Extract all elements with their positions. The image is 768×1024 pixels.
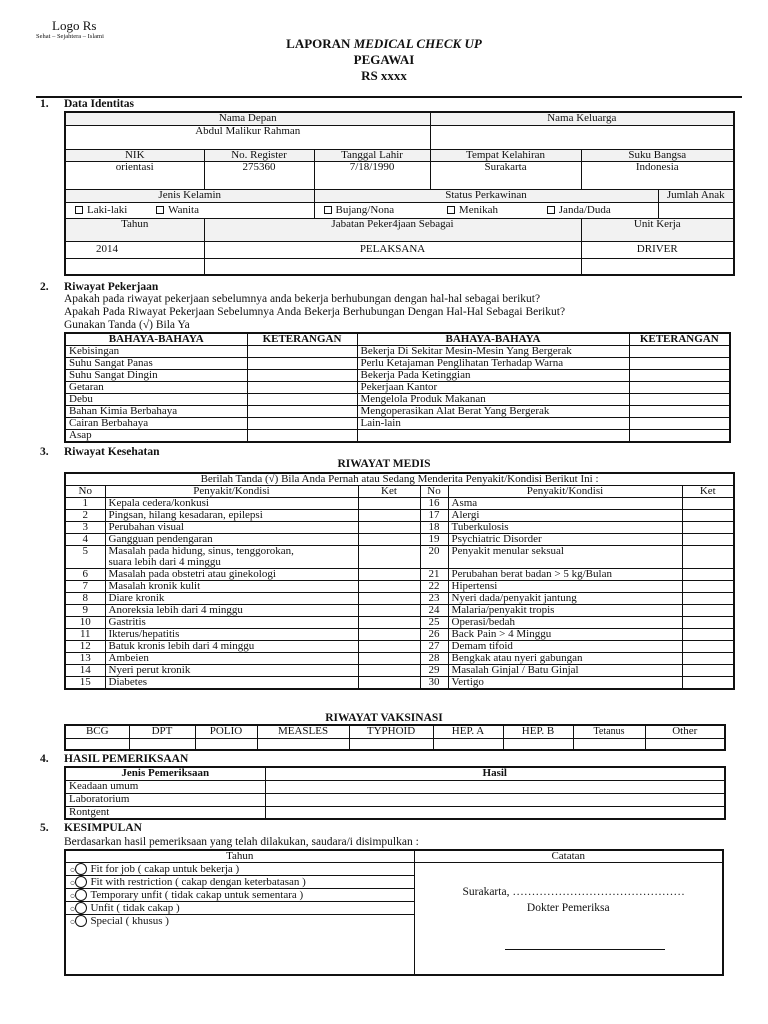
radio-icon[interactable] (75, 902, 87, 914)
children-count-label: Jumlah Anak (658, 189, 734, 202)
hazard-left-note[interactable] (247, 370, 357, 382)
condition-ket-left[interactable] (358, 617, 420, 629)
notes-header-right: KETERANGAN (629, 333, 730, 346)
condition-name-left: Masalah pada obstetri atau ginekologi (105, 569, 358, 581)
condition-row (65, 677, 734, 690)
hospital-name: RS xxxx (361, 68, 407, 83)
children-count-value[interactable] (658, 202, 734, 218)
birthdate-label: Tanggal Lahir (314, 149, 430, 161)
condition-name-left: Ambeien (105, 653, 358, 665)
hazard-left: Suhu Sangat Panas (65, 358, 247, 370)
medical-history-table (64, 472, 735, 690)
birthplace-label: Tempat Kelahiran (430, 149, 581, 161)
ethnicity-label: Suku Bangsa (581, 149, 734, 161)
hazard-left-note[interactable] (247, 418, 357, 430)
work-unit-label: Unit Kerja (581, 218, 734, 241)
hazard-row (65, 394, 730, 406)
condition-ket-right[interactable] (682, 498, 734, 510)
work-unit-extra (581, 258, 734, 275)
hazard-right-note[interactable] (629, 382, 730, 394)
vaccination-table (64, 724, 726, 751)
work-question-1: Apakah pada riwayat pekerjaan sebelumnya anda bekerja berhubungan dengan hal-hal sebagai berikut? (64, 293, 541, 305)
exam-type: Laboratorium (65, 793, 265, 806)
marital-widowed-checkbox[interactable] (547, 206, 555, 214)
hazard-left-note[interactable] (247, 394, 357, 406)
col-ket-left: Ket (358, 486, 420, 498)
hazard-left: Debu (65, 394, 247, 406)
condition-name-right: Tuberkulosis (448, 522, 682, 534)
vaccination-title: RIWAYAT VAKSINASI (325, 712, 443, 724)
hazard-row (65, 418, 730, 430)
condition-name-left: Anoreksia lebih dari 4 minggu (105, 605, 358, 617)
condition-ket-right[interactable] (682, 641, 734, 653)
vaccine-value[interactable] (195, 738, 257, 750)
gender-male-checkbox[interactable] (75, 206, 83, 214)
condition-row (65, 605, 734, 617)
conclusion-option[interactable]: ○ Unfit ( tidak cakap ) (66, 902, 414, 915)
hazard-right-note[interactable] (629, 406, 730, 418)
condition-ket-right[interactable] (682, 677, 734, 690)
conclusion-notes-header: Catatan (414, 850, 723, 863)
hazard-row (65, 382, 730, 394)
condition-row (65, 629, 734, 641)
conclusion-year-header: Tahun (65, 850, 414, 863)
hazard-left-note[interactable] (247, 406, 357, 418)
condition-ket-left[interactable] (358, 605, 420, 617)
hazard-left-note[interactable] (247, 346, 357, 358)
ethnicity-value: Indonesia (581, 161, 734, 189)
hazard-right: Mengelola Produk Makanan (357, 394, 629, 406)
condition-no-right: 19 (420, 534, 448, 546)
marital-options: Bujang/Nona Menikah Janda/Duda (314, 202, 658, 218)
col-no-right: No (420, 486, 448, 498)
vaccine-bcg: BCG (65, 725, 129, 738)
hazard-right: Pekerjaan Kantor (357, 382, 629, 394)
condition-ket-right[interactable] (682, 665, 734, 677)
condition-name-left: Diare kronik (105, 593, 358, 605)
condition-no-right: 30 (420, 677, 448, 690)
condition-row (65, 522, 734, 534)
exam-type-header: Jenis Pemeriksaan (65, 767, 265, 780)
condition-name-right: Malaria/penyakit tropis (448, 605, 682, 617)
condition-name-left: Ikterus/hepatitis (105, 629, 358, 641)
condition-ket-left[interactable] (358, 498, 420, 510)
conclusion-option[interactable]: ○ Fit with restriction ( cakap dengan keterbatasan ) (66, 876, 414, 889)
condition-no-left: 12 (65, 641, 105, 653)
condition-name-left: Masalah kronik kulit (105, 581, 358, 593)
condition-name-left: Kepala cedera/konkusi (105, 498, 358, 510)
conclusion-option[interactable]: ○ Special ( khusus ) (70, 915, 169, 927)
first-name-value: Abdul Malikur Rahman (65, 125, 430, 149)
condition-no-right: 18 (420, 522, 448, 534)
condition-no-right: 27 (420, 641, 448, 653)
condition-ket-left[interactable] (358, 629, 420, 641)
condition-name-right: Vertigo (448, 677, 682, 690)
birthplace-value: Surakarta (430, 161, 581, 189)
hazard-right-note[interactable] (629, 394, 730, 406)
condition-name-right: Psychiatric Disorder (448, 534, 682, 546)
condition-ket-left[interactable] (358, 677, 420, 690)
hazard-left-note[interactable] (247, 430, 357, 443)
gender-female-checkbox[interactable] (156, 206, 164, 214)
report-title: LAPORAN MEDICAL CHECK UP (286, 36, 482, 51)
hazard-left: Bahan Kimia Berbahaya (65, 406, 247, 418)
work-question-2: Apakah Pada Riwayat Pekerjaan Sebelumnya Anda Bekerja Berhubungan Dengan Hal-Hal Sebagai Berikut? (64, 306, 566, 318)
option-prefix: ○ (70, 890, 76, 901)
condition-no-right: 23 (420, 593, 448, 605)
conclusion-option[interactable]: ○ Fit for job ( cakap untuk bekerja ) (66, 863, 414, 876)
year-extra (65, 258, 204, 275)
condition-name-left: Batuk kronis lebih dari 4 minggu (105, 641, 358, 653)
hazard-left: Cairan Berbahaya (65, 418, 247, 430)
condition-ket-right[interactable] (682, 653, 734, 665)
conclusion-intro: Berdasarkan hasil pemeriksaan yang telah dilakukan, saudara/i disimpulkan : (64, 836, 419, 848)
condition-name-right: Masalah Ginjal / Batu Ginjal (448, 665, 682, 677)
condition-ket-right[interactable] (682, 605, 734, 617)
option-prefix: ○ (70, 903, 76, 914)
hazard-right: Bekerja Di Sekitar Mesin-Mesin Yang Bergerak (357, 346, 629, 358)
col-condition-left: Penyakit/Kondisi (105, 486, 358, 498)
condition-ket-right[interactable] (682, 629, 734, 641)
condition-ket-left[interactable] (358, 510, 420, 522)
exam-row (65, 793, 725, 806)
condition-row (65, 569, 734, 581)
condition-no-right: 29 (420, 665, 448, 677)
hazard-row (65, 346, 730, 358)
vaccine-hep-a: HEP. A (433, 725, 503, 738)
condition-row (65, 641, 734, 653)
condition-row (65, 546, 734, 569)
family-name-label: Nama Keluarga (430, 112, 734, 125)
condition-name-right: Operasi/bedah (448, 617, 682, 629)
hazards-header-left: BAHAYA-BAHAYA (65, 333, 247, 346)
hazard-right: Perlu Ketajaman Penglihatan Terhadap Warna (357, 358, 629, 370)
birthdate-value: 7/18/1990 (314, 161, 430, 189)
vaccine-dpt: DPT (129, 725, 195, 738)
work-instruction: Gunakan Tanda (√) Bila Ya (64, 319, 190, 331)
option-prefix: ○ (70, 864, 76, 875)
radio-icon[interactable] (75, 863, 87, 875)
condition-ket-left[interactable] (358, 665, 420, 677)
condition-row (65, 581, 734, 593)
vaccine-value[interactable] (573, 738, 645, 750)
exam-result[interactable] (265, 806, 725, 819)
condition-name-right: Penyakit menular seksual (448, 546, 682, 569)
conclusion-option[interactable]: ○ Temporary unfit ( tidak cakap untuk sementara ) (66, 889, 414, 902)
condition-row (65, 593, 734, 605)
condition-name-right: Bengkak atau nyeri gabungan (448, 653, 682, 665)
condition-no-left: 4 (65, 534, 105, 546)
condition-no-right: 24 (420, 605, 448, 617)
examining-doctor-label: Dokter Pemeriksa (526, 902, 610, 914)
condition-ket-left[interactable] (358, 569, 420, 581)
gender-label: Jenis Kelamin (65, 189, 314, 202)
condition-ket-left[interactable] (358, 522, 420, 534)
condition-ket-right[interactable] (682, 581, 734, 593)
hazards-table (64, 332, 731, 443)
condition-ket-left[interactable] (358, 641, 420, 653)
condition-no-right: 16 (420, 498, 448, 510)
hazard-right: Mengoperasikan Alat Berat Yang Bergerak (357, 406, 629, 418)
nik-label: NIK (65, 149, 204, 161)
hazard-right: Bekerja Pada Ketinggian (357, 370, 629, 382)
hazard-right: Lain-lain (357, 418, 629, 430)
condition-ket-right[interactable] (682, 593, 734, 605)
condition-row (65, 498, 734, 510)
hazard-left-note[interactable] (247, 382, 357, 394)
condition-ket-right[interactable] (682, 617, 734, 629)
vaccine-tetanus: Tetanus (573, 725, 645, 738)
marital-single-checkbox[interactable] (324, 206, 332, 214)
report-subtitle: PEGAWAI (353, 52, 415, 67)
condition-row (65, 510, 734, 522)
position-extra (204, 258, 581, 275)
condition-no-right: 17 (420, 510, 448, 522)
condition-name-left: Nyeri perut kronik (105, 665, 358, 677)
medical-instruction: Berilah Tanda (√) Bila Anda Pernah atau Sedang Menderita Penyakit/Kondisi Berikut Ini : (65, 473, 734, 486)
nik-value: orientasi (65, 161, 204, 189)
work-unit-value: DRIVER (581, 241, 734, 258)
condition-no-left: 9 (65, 605, 105, 617)
logo-motto: Sehat – Sejahtera – Islami (36, 33, 104, 40)
marital-married-checkbox[interactable] (447, 206, 455, 214)
condition-name-left: Gastritis (105, 617, 358, 629)
exam-result-header: Hasil (265, 767, 725, 780)
condition-no-left: 13 (65, 653, 105, 665)
signature-line[interactable] (505, 949, 665, 950)
hazard-left: Kebisingan (65, 346, 247, 358)
exam-type: Rontgent (65, 806, 265, 819)
condition-name-right: Alergi (448, 510, 682, 522)
register-label: No. Register (204, 149, 314, 161)
radio-icon[interactable] (75, 915, 87, 927)
condition-no-right: 25 (420, 617, 448, 629)
condition-ket-right[interactable] (682, 546, 734, 569)
condition-row (65, 665, 734, 677)
position-label: Jabatan Peker4jaan Sebagai (204, 218, 581, 241)
header-divider (36, 96, 742, 98)
col-ket-right: Ket (682, 486, 734, 498)
condition-row (65, 534, 734, 546)
hazard-right (357, 430, 629, 443)
condition-ket-left[interactable] (358, 534, 420, 546)
vaccine-value[interactable] (433, 738, 503, 750)
col-condition-right: Penyakit/Kondisi (448, 486, 682, 498)
condition-name-left: Diabetes (105, 677, 358, 690)
conclusion-table (64, 849, 724, 976)
condition-name-right: Hipertensi (448, 581, 682, 593)
condition-name-left: Pingsan, hilang kesadaran, epilepsi (105, 510, 358, 522)
condition-ket-left[interactable] (358, 653, 420, 665)
hazard-right-note[interactable] (629, 430, 730, 443)
register-value: 275360 (204, 161, 314, 189)
signature-place-date: Surakarta, ……………………………………… (462, 886, 685, 898)
hazard-right-note[interactable] (629, 370, 730, 382)
condition-no-left: 1 (65, 498, 105, 510)
medical-history-title: RIWAYAT MEDIS (337, 458, 431, 470)
exam-row (65, 780, 725, 793)
hazard-left: Suhu Sangat Dingin (65, 370, 247, 382)
position-value: PELAKSANA (204, 241, 581, 258)
condition-row (65, 617, 734, 629)
condition-name-right: Back Pain > 4 Minggu (448, 629, 682, 641)
condition-no-right: 26 (420, 629, 448, 641)
condition-name-right: Nyeri dada/penyakit jantung (448, 593, 682, 605)
condition-no-right: 28 (420, 653, 448, 665)
condition-ket-right[interactable] (682, 534, 734, 546)
vaccine-measles: MEASLES (257, 725, 349, 738)
exam-result[interactable] (265, 793, 725, 806)
vaccine-value[interactable] (257, 738, 349, 750)
condition-no-left: 7 (65, 581, 105, 593)
examination-table (64, 766, 726, 820)
family-name-value (430, 125, 734, 149)
condition-ket-right[interactable] (682, 569, 734, 581)
first-name-label: Nama Depan (65, 112, 430, 125)
year-value: 2014 (65, 241, 204, 258)
hazards-header-right: BAHAYA-BAHAYA (357, 333, 629, 346)
condition-ket-right[interactable] (682, 522, 734, 534)
condition-name-left: Perubahan visual (105, 522, 358, 534)
condition-ket-left[interactable] (358, 546, 420, 569)
conclusion-options-cell (65, 863, 414, 975)
condition-no-left: 14 (65, 665, 105, 677)
logo: Logo Rs (52, 18, 97, 33)
hazard-right-note[interactable] (629, 346, 730, 358)
vaccine-polio: POLIO (195, 725, 257, 738)
hazard-row (65, 370, 730, 382)
col-no-left: No (65, 486, 105, 498)
hazard-left: Getaran (65, 382, 247, 394)
gender-options: Laki-laki Wanita (65, 202, 314, 218)
condition-no-left: 15 (65, 677, 105, 690)
hazard-right-note[interactable] (629, 418, 730, 430)
condition-no-left: 10 (65, 617, 105, 629)
condition-no-right: 20 (420, 546, 448, 569)
exam-type: Keadaan umum (65, 780, 265, 793)
exam-result[interactable] (265, 780, 725, 793)
condition-no-left: 5 (65, 546, 105, 569)
condition-name-right: Perubahan berat badan > 5 kg/Bulan (448, 569, 682, 581)
hazard-row (65, 358, 730, 370)
exam-row (65, 806, 725, 819)
vaccine-value[interactable] (129, 738, 195, 750)
hazard-row (65, 406, 730, 418)
condition-ket-left[interactable] (358, 593, 420, 605)
vaccine-other: Other (645, 725, 725, 738)
condition-name-left: Gangguan pendengaran (105, 534, 358, 546)
radio-icon[interactable] (75, 876, 87, 888)
hazard-right-note[interactable] (629, 358, 730, 370)
vaccine-value[interactable] (645, 738, 725, 750)
condition-no-left: 6 (65, 569, 105, 581)
condition-no-right: 22 (420, 581, 448, 593)
vaccine-typhoid: TYPHOID (349, 725, 433, 738)
vaccine-value[interactable] (65, 738, 129, 750)
identity-table (64, 111, 735, 276)
vaccine-value[interactable] (349, 738, 433, 750)
option-prefix: ○ (70, 877, 76, 888)
condition-no-left: 11 (65, 629, 105, 641)
option-prefix: ○ (70, 916, 76, 927)
marital-status-label: Status Perkawinan (314, 189, 658, 202)
condition-ket-left[interactable] (358, 581, 420, 593)
year-label: Tahun (65, 218, 204, 241)
condition-name-right: Asma (448, 498, 682, 510)
condition-name-right: Demam tifoid (448, 641, 682, 653)
hazard-left-note[interactable] (247, 358, 357, 370)
condition-no-left: 8 (65, 593, 105, 605)
condition-ket-right[interactable] (682, 510, 734, 522)
radio-icon[interactable] (75, 889, 87, 901)
condition-no-right: 21 (420, 569, 448, 581)
hazard-left: Asap (65, 430, 247, 443)
condition-no-left: 2 (65, 510, 105, 522)
notes-header-left: KETERANGAN (247, 333, 357, 346)
condition-name-left: Masalah pada hidung, sinus, tenggorokan, suara lebih dari 4 minggu (105, 546, 358, 569)
vaccine-hep-b: HEP. B (503, 725, 573, 738)
conclusion-notes-cell (414, 863, 723, 975)
hazard-row (65, 430, 730, 443)
vaccine-value[interactable] (503, 738, 573, 750)
condition-row (65, 653, 734, 665)
condition-no-left: 3 (65, 522, 105, 534)
